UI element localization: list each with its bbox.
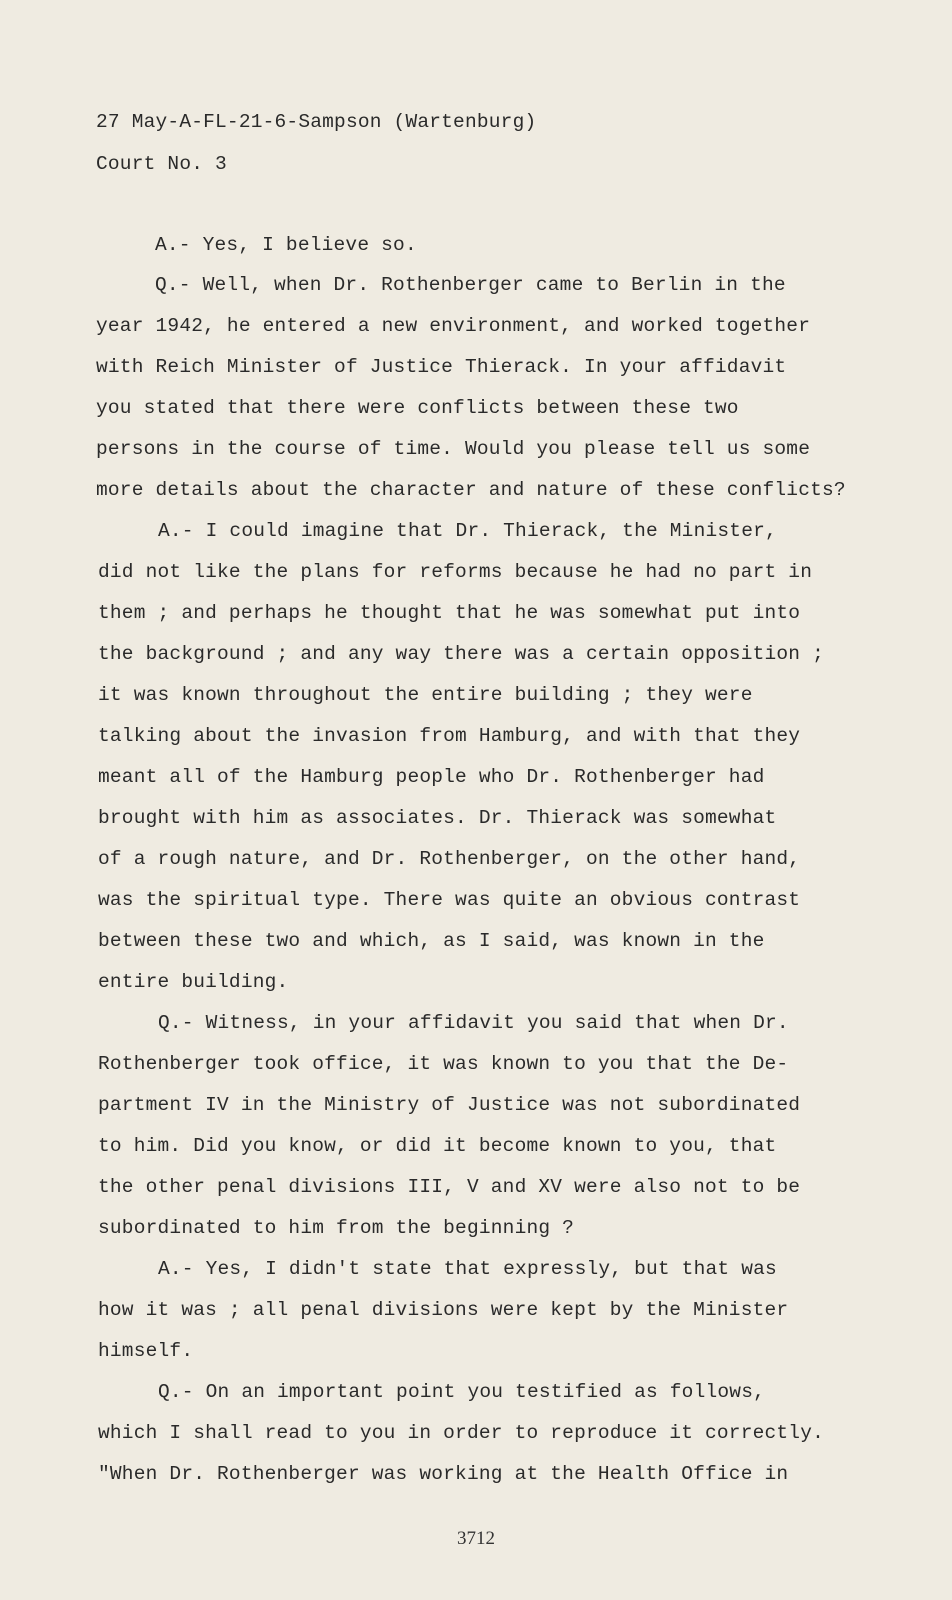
transcript-line: was the spiritual type. There was quite an obvious contrast xyxy=(98,889,801,911)
transcript-line: which I shall read to you in order to reproduce it correctly. xyxy=(98,1422,825,1444)
document-header-reference: 27 May-A-FL-21-6-Sampson (Wartenburg) xyxy=(96,111,537,133)
transcript-line: with Reich Minister of Justice Thierack. In your affidavit xyxy=(96,356,787,378)
transcript-line: Q.- Witness, in your affidavit you said that when Dr. xyxy=(158,1012,789,1034)
transcript-line: A.- I could imagine that Dr. Thierack, the Minister, xyxy=(158,520,777,542)
transcript-line: entire building. xyxy=(98,971,289,993)
transcript-line: A.- Yes, I believe so. xyxy=(155,234,417,256)
transcript-line: himself. xyxy=(98,1340,194,1362)
transcript-line: did not like the plans for reforms because he had no part in xyxy=(98,561,813,583)
transcript-line: brought with him as associates. Dr. Thierack was somewhat xyxy=(98,807,777,829)
transcript-line: partment IV in the Ministry of Justice was not subordinated xyxy=(98,1094,801,1116)
transcript-line: Q.- Well, when Dr. Rothenberger came to Berlin in the xyxy=(155,274,786,296)
transcript-line: you stated that there were conflicts between these two xyxy=(96,397,739,419)
page-number: 3712 xyxy=(457,1528,495,1549)
transcript-line: meant all of the Hamburg people who Dr. Rothenberger had xyxy=(98,766,765,788)
transcript-line: to him. Did you know, or did it become known to you, that xyxy=(98,1135,777,1157)
transcript-line: how it was ; all penal divisions were kept by the Minister xyxy=(98,1299,789,1321)
transcript-line: it was known throughout the entire building ; they were xyxy=(98,684,753,706)
transcript-line: Q.- On an important point you testified as follows, xyxy=(158,1381,765,1403)
transcript-line: more details about the character and nature of these conflicts? xyxy=(96,479,846,501)
transcript-line: the other penal divisions III, V and XV were also not to be xyxy=(98,1176,801,1198)
court-number: Court No. 3 xyxy=(96,153,227,175)
transcript-line: talking about the invasion from Hamburg, and with that they xyxy=(98,725,801,747)
transcript-line: Rothenberger took office, it was known to you that the De- xyxy=(98,1053,789,1075)
transcript-line: A.- Yes, I didn't state that expressly, but that was xyxy=(158,1258,777,1280)
transcript-line: persons in the course of time. Would you please tell us some xyxy=(96,438,811,460)
transcript-line: of a rough nature, and Dr. Rothenberger, on the other hand, xyxy=(98,848,801,870)
transcript-line: year 1942, he entered a new environment, and worked together xyxy=(96,315,811,337)
transcript-line: subordinated to him from the beginning ? xyxy=(98,1217,575,1239)
transcript-line: "When Dr. Rothenberger was working at the Health Office in xyxy=(98,1463,789,1485)
transcript-line: them ; and perhaps he thought that he was somewhat put into xyxy=(98,602,801,624)
transcript-line: between these two and which, as I said, was known in the xyxy=(98,930,765,952)
transcript-line: the background ; and any way there was a certain opposition ; xyxy=(98,643,825,665)
